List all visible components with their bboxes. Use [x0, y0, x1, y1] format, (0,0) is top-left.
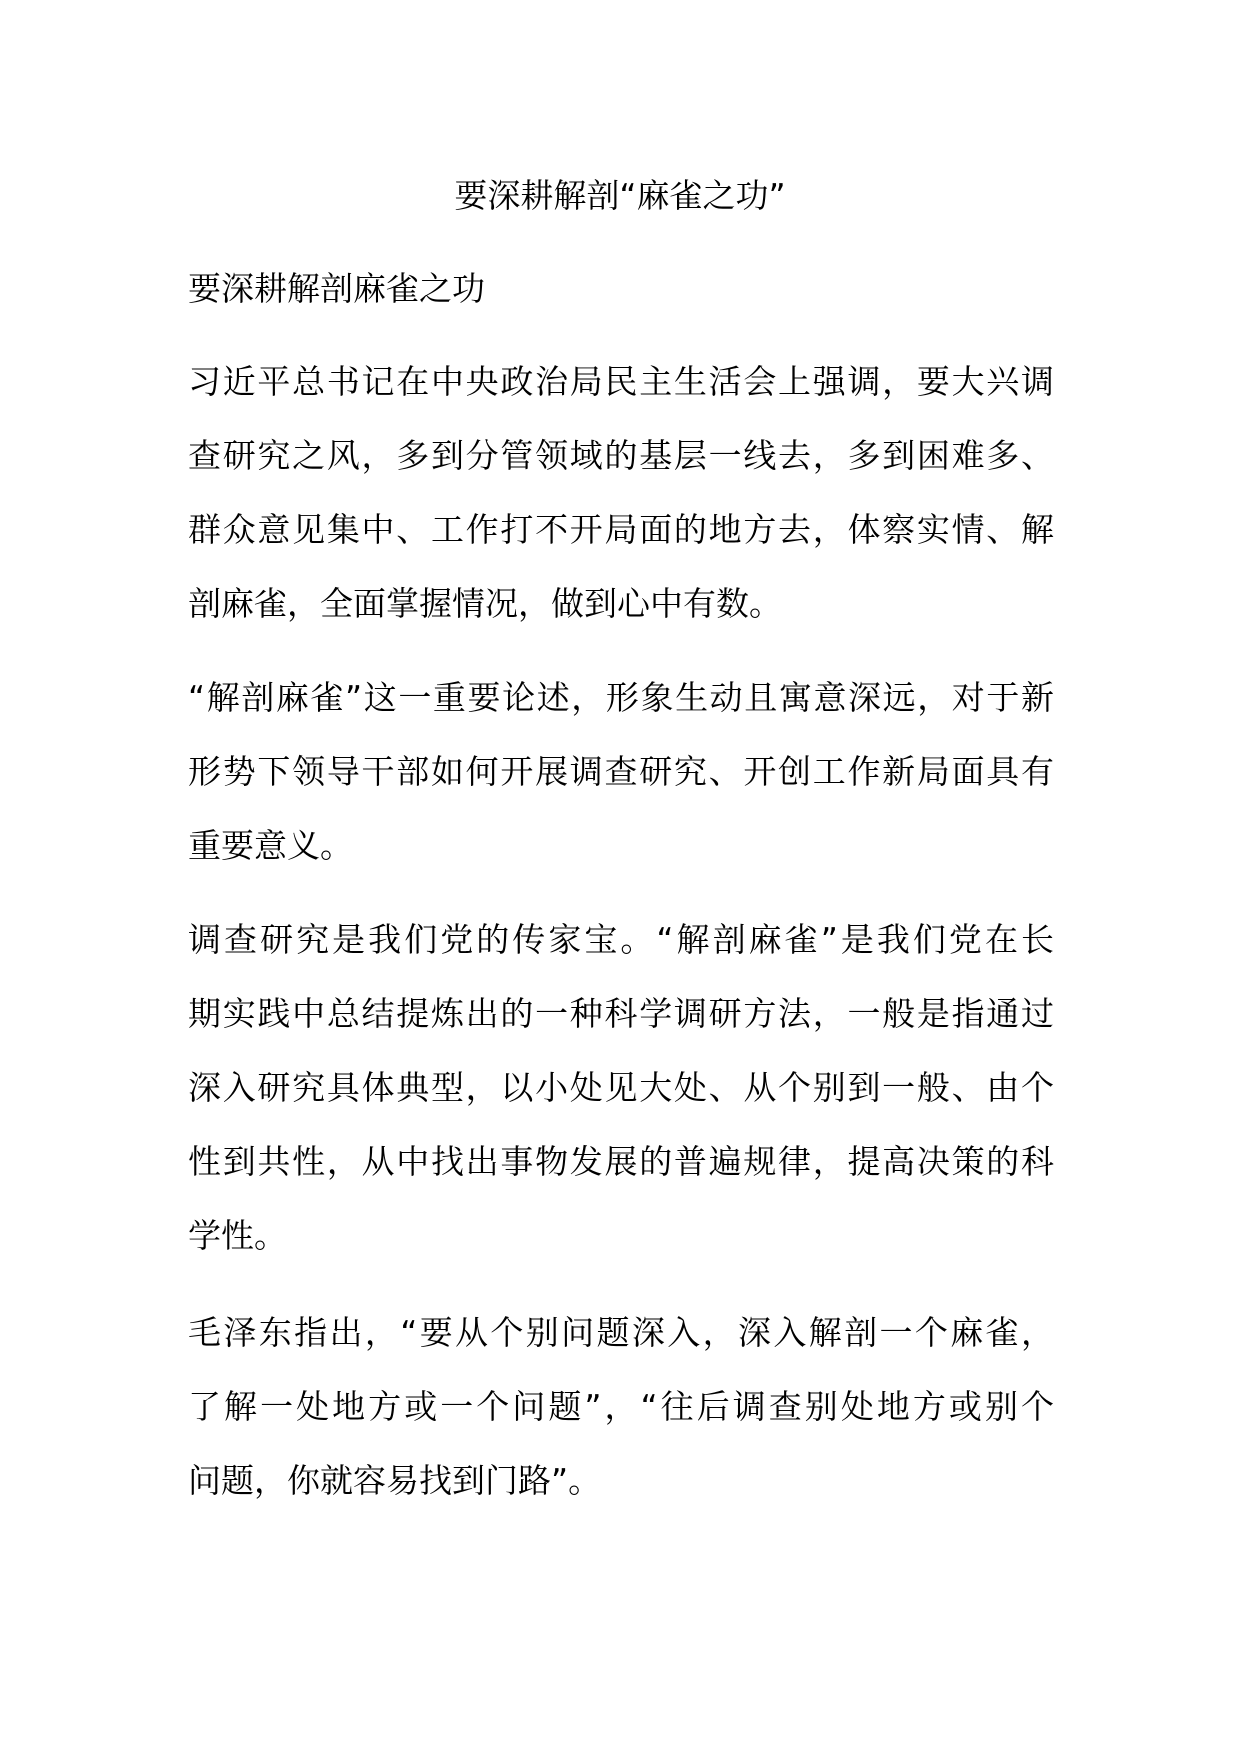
document-title: 要深耕解剖“麻雀之功” — [454, 176, 786, 215]
paragraph-line: 深入研究具体典型，以小处见大处、从个别到一般、由个 — [188, 1068, 1054, 1107]
paragraph-3 — [188, 903, 1054, 1273]
paragraph-line: 调查研究是我们党的传家宝。“解剖麻雀”是我们党在长 — [188, 920, 1054, 959]
paragraph-line: 剖麻雀，全面掌握情况，做到心中有数。 — [188, 584, 782, 623]
paragraph-line: 群众意见集中、工作打不开局面的地方去，体察实情、解 — [188, 510, 1054, 549]
paragraph-line: 形势下领导干部如何开展调查研究、开创工作新局面具有 — [188, 752, 1054, 791]
paragraph-line: 了解一处地方或一个问题”，“往后调查别处地方或别个 — [188, 1387, 1054, 1426]
paragraph-4 — [188, 1296, 1054, 1518]
paragraph-line: 习近平总书记在中央政治局民主生活会上强调，要大兴调 — [188, 362, 1054, 401]
paragraph-line: 毛泽东指出，“要从个别问题深入，深入解剖一个麻雀， — [188, 1313, 1054, 1352]
paragraph-1 — [188, 345, 1054, 641]
paragraph-line: 期实践中总结提炼出的一种科学调研方法，一般是指通过 — [188, 994, 1054, 1033]
paragraph-line: 性到共性，从中找出事物发展的普遍规律，提高决策的科 — [188, 1142, 1054, 1181]
paragraph-line: “解剖麻雀”这一重要论述，形象生动且寓意深远，对于新 — [188, 678, 1054, 717]
document-subtitle: 要深耕解剖麻雀之功 — [188, 269, 485, 308]
paragraph-2 — [188, 661, 1054, 883]
paragraph-line: 学性。 — [188, 1216, 287, 1255]
paragraph-line: 重要意义。 — [188, 826, 353, 865]
paragraph-line: 查研究之风，多到分管领域的基层一线去，多到困难多、 — [188, 436, 1054, 475]
paragraph-line: 问题，你就容易找到门路”。 — [188, 1461, 602, 1500]
